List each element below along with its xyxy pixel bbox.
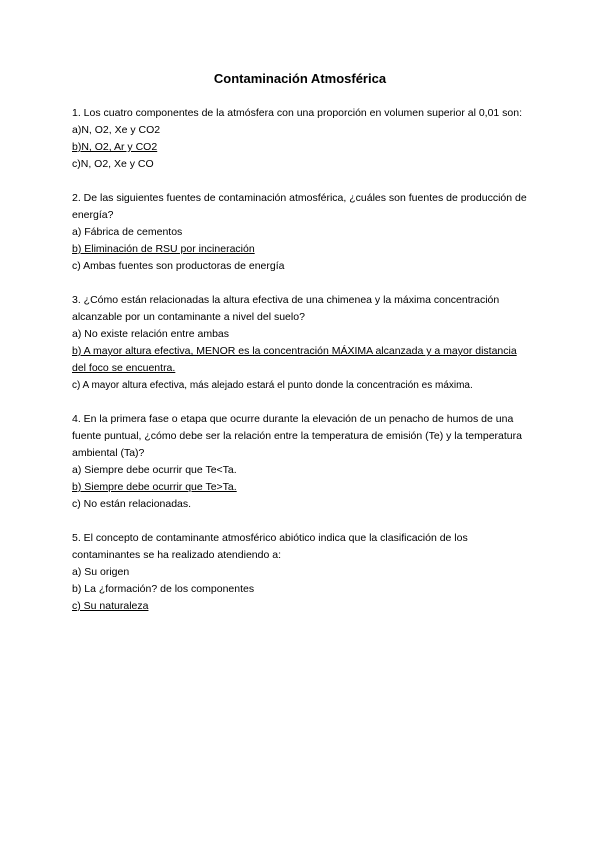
question-3 bbox=[72, 292, 527, 394]
answer-option-a: a)N, O2, Xe y CO2 bbox=[72, 124, 161, 136]
answer-option-a: a) Su origen bbox=[72, 566, 130, 578]
answer-option-a: a) No existe relación entre ambas bbox=[72, 328, 229, 340]
answer-option-a: a) Siempre debe ocurrir que Te<Ta. bbox=[72, 464, 237, 476]
answer-option-b-correct: b) Siempre debe ocurrir que Te>Ta. bbox=[72, 481, 237, 493]
question-2 bbox=[72, 190, 527, 275]
answer-option-c: c) No están relacionadas. bbox=[72, 498, 192, 510]
answer-option-c: c) A mayor altura efectiva, más alejado estará el punto donde la concentración es máxima. bbox=[72, 380, 473, 391]
answer-option-b-correct: b) A mayor altura efectiva, MENOR es la concentración MÁXIMA alcanzada y a mayor distancia del foco se encuentra. bbox=[72, 345, 517, 374]
question-text: 1. Los cuatro componentes de la atmósfera con una proporción en volumen superior al 0,01 son: bbox=[72, 107, 523, 119]
question-5 bbox=[72, 530, 527, 615]
answer-option-a: a) Fábrica de cementos bbox=[72, 226, 183, 238]
question-4 bbox=[72, 411, 527, 513]
answer-option-b-correct: b) Eliminación de RSU por incineración bbox=[72, 243, 255, 255]
answer-option-c: c) Ambas fuentes son productoras de energía bbox=[72, 260, 285, 272]
question-list bbox=[72, 105, 527, 632]
answer-option-b-correct: b)N, O2, Ar y CO2 bbox=[72, 141, 158, 153]
answer-option-c: c)N, O2, Xe y CO bbox=[72, 158, 154, 170]
question-text: 2. De las siguientes fuentes de contaminación atmosférica, ¿cuáles son fuentes de producción de energía? bbox=[72, 192, 527, 221]
question-text: 4. En la primera fase o etapa que ocurre durante la elevación de un penacho de humos de una fuente puntual, ¿cómo debe ser la relación entre la temperatura de emisión (Te) y la temperatura ambiental (Ta)? bbox=[72, 413, 522, 459]
page-title: Contaminación Atmosférica bbox=[213, 71, 387, 86]
answer-option-b: b) La ¿formación? de los componentes bbox=[72, 583, 255, 595]
question-1 bbox=[72, 105, 527, 173]
question-text: 3. ¿Cómo están relacionadas la altura efectiva de una chimenea y la máxima concentración alcanzable por un contaminante a nivel del suelo? bbox=[72, 294, 500, 323]
answer-option-c-correct: c) Su naturaleza bbox=[72, 600, 149, 612]
question-text: 5. El concepto de contaminante atmosférico abiótico indica que la clasificación de los contaminantes se ha realizado atendiendo a: bbox=[72, 532, 468, 561]
